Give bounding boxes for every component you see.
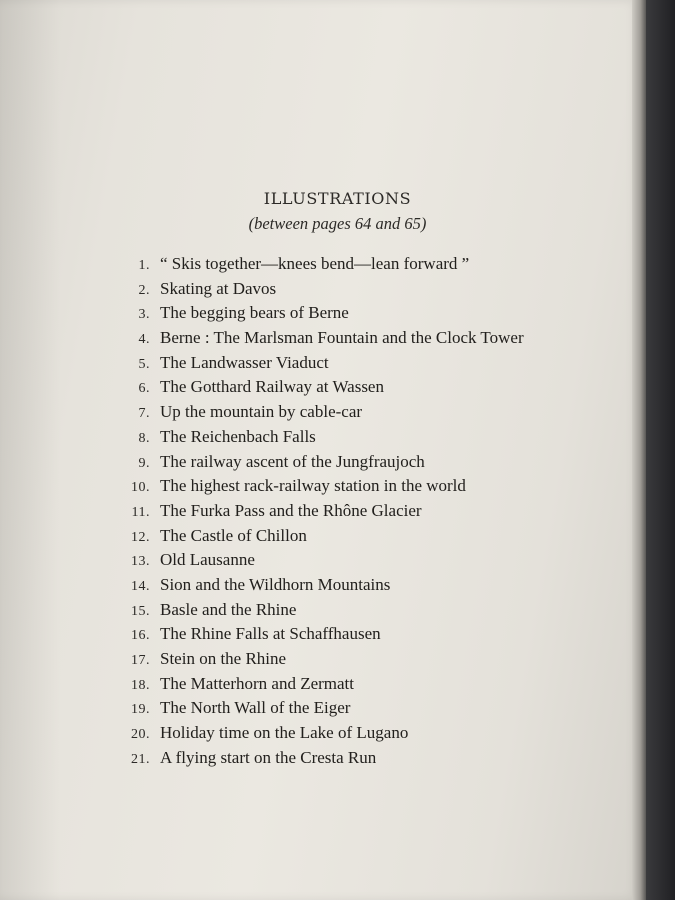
list-item (110, 474, 610, 499)
item-title: Sion and the Wildhorn Mountains (160, 574, 391, 594)
item-title: Old Lausanne (160, 550, 255, 570)
item-title: The Landwasser Viaduct (160, 352, 329, 372)
list-item (110, 252, 610, 277)
page-gutter-shadow (0, 0, 60, 900)
list-item (110, 301, 610, 326)
item-number: 3. (138, 307, 150, 323)
item-number: 12. (131, 529, 150, 545)
item-title: The Furka Pass and the Rhône Glacier (160, 500, 422, 520)
item-title: Up the mountain by cable-car (160, 402, 363, 422)
list-item (110, 351, 610, 376)
list-item (110, 598, 610, 623)
item-title: The railway ascent of the Jungfraujoch (160, 451, 425, 471)
list-item (110, 647, 610, 672)
list-item (110, 499, 610, 524)
item-title: The Rhine Falls at Schaffhausen (160, 624, 381, 644)
page-edge (632, 0, 646, 900)
list-item (110, 326, 610, 351)
item-number: 17. (131, 653, 150, 668)
item-title: The North Wall of the Eiger (160, 698, 351, 718)
item-title: The highest rack-railway station in the world (160, 476, 466, 496)
item-number: 10. (131, 480, 150, 496)
item-number: 1. (138, 258, 150, 273)
list-item (110, 548, 610, 573)
item-number: 21. (131, 751, 150, 767)
illustrations-heading: ILLUSTRATIONS (263, 189, 412, 208)
item-title: Holiday time on the Lake of Lugano (160, 723, 409, 743)
item-number: 16. (131, 628, 150, 644)
item-number: 20. (131, 727, 150, 743)
list-item (110, 746, 610, 771)
list-item (110, 450, 610, 475)
page-range-subheading: (between pages 64 and 65) (248, 214, 427, 233)
list-item (110, 573, 610, 598)
illustrations-list (110, 252, 610, 770)
item-title: Skating at Davos (160, 278, 277, 298)
item-number: 13. (131, 554, 150, 570)
item-title: Basle and the Rhine (160, 599, 297, 619)
item-number: 8. (138, 430, 150, 446)
item-number: 18. (131, 677, 150, 693)
item-title: The Reichenbach Falls (160, 426, 316, 446)
item-number: 6. (138, 381, 150, 397)
item-title: Stein on the Rhine (160, 649, 287, 668)
list-item (110, 672, 610, 697)
item-number: 5. (138, 356, 150, 372)
item-number: 19. (131, 702, 150, 718)
item-number: 4. (138, 332, 150, 348)
item-number: 15. (131, 603, 150, 619)
list-item (110, 277, 610, 302)
list-item (110, 425, 610, 450)
item-title: “ Skis together—knees bend—lean forward ” (160, 254, 470, 273)
item-title: The Gotthard Railway at Wassen (160, 377, 384, 397)
list-item (110, 375, 610, 400)
book-cover-edge (646, 0, 675, 900)
item-number: 11. (131, 504, 150, 520)
item-title: The Matterhorn and Zermatt (160, 673, 355, 693)
list-item (110, 524, 610, 549)
item-number: 14. (131, 578, 150, 594)
item-number: 2. (138, 282, 150, 298)
item-title: The begging bears of Berne (160, 303, 349, 323)
list-item (110, 696, 610, 721)
item-number: 7. (138, 406, 150, 422)
item-number: 9. (138, 455, 150, 471)
item-title: Berne : The Marlsman Fountain and the Clock Tower (160, 328, 524, 348)
list-item (110, 622, 610, 647)
list-item (110, 400, 610, 425)
item-title: A flying start on the Cresta Run (160, 747, 377, 767)
item-title: The Castle of Chillon (160, 525, 307, 545)
list-item (110, 721, 610, 746)
